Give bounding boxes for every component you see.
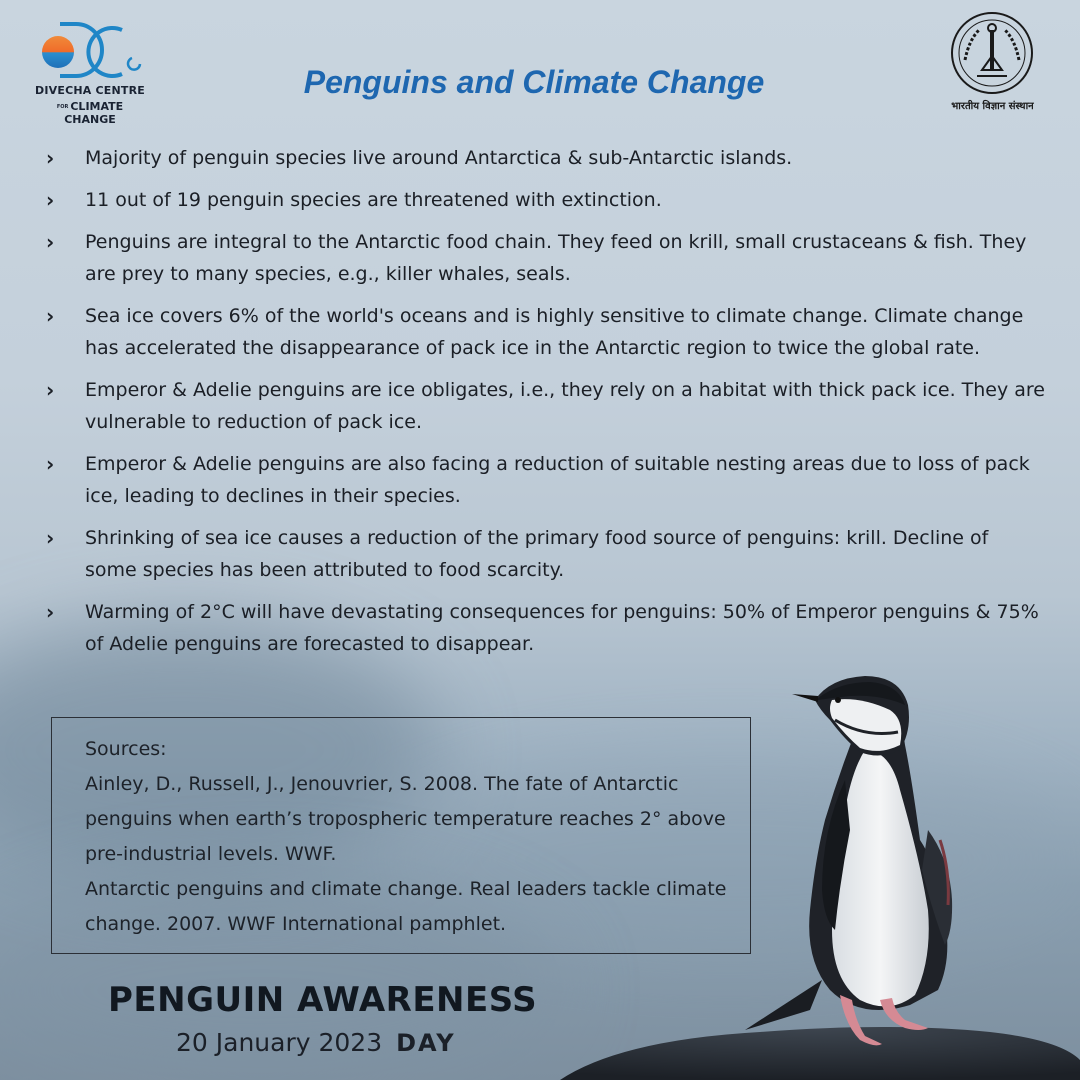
chevron-right-icon: › <box>46 304 55 328</box>
fact-item <box>46 522 1046 586</box>
chevron-right-icon: › <box>46 600 55 624</box>
fact-text: 11 out of 19 penguin species are threatened with extinction. <box>85 189 662 211</box>
fact-item <box>46 374 1046 438</box>
fact-text: Sea ice covers 6% of the world's oceans and is highly sensitive to climate change. Climate change has accelerated the disappearance of pack ice in the Antarctic region to twice the global rate. <box>85 305 1024 359</box>
chevron-right-icon: › <box>46 378 55 402</box>
fact-item <box>46 184 1046 216</box>
fact-text: Warming of 2°C will have devastating consequences for penguins: 50% of Emperor penguins & 75% of Adelie penguins are forecasted to disappear. <box>85 601 1039 655</box>
event-title: PENGUIN AWARENESS <box>108 980 538 1020</box>
event-date-line <box>176 1028 456 1057</box>
source-item: Antarctic penguins and climate change. Real leaders tackle climate change. 2007. WWF International pamphlet. <box>85 878 727 935</box>
penguin-image <box>560 660 1080 1080</box>
sources-heading: Sources: <box>85 738 167 760</box>
chevron-right-icon: › <box>46 526 55 550</box>
fact-text: Majority of penguin species live around Antarctica & sub-Antarctic islands. <box>85 147 793 169</box>
chevron-right-icon: › <box>46 230 55 254</box>
fact-item <box>46 448 1046 512</box>
fact-list <box>46 142 1046 670</box>
fact-text: Shrinking of sea ice causes a reduction of the primary food source of penguins: krill. Decline of some species has been attributed to food scarcity. <box>85 527 989 581</box>
source-item: Ainley, D., Russell, J., Jenouvrier, S. 2008. The fate of Antarctic penguins when earth’s tropospheric temperature reaches 2° above pre-industrial levels. WWF. <box>85 773 726 865</box>
fact-text: Emperor & Adelie penguins are ice obligates, i.e., they rely on a habitat with thick pack ice. They are vulnerable to reduction of pack ice. <box>85 379 1046 433</box>
org-name-line2 <box>30 100 150 126</box>
org-name-line1: DIVECHA CENTRE <box>35 84 145 97</box>
event-day: DAY <box>396 1029 456 1057</box>
page-title: Penguins and Climate Change <box>303 64 765 100</box>
fact-text: Penguins are integral to the Antarctic food chain. They feed on krill, small crustaceans & fish. They are prey to many species, e.g., killer whales, seals. <box>85 231 1027 285</box>
event-date: 20 January 2023 <box>176 1028 383 1057</box>
chevron-right-icon: › <box>46 188 55 212</box>
chevron-right-icon: › <box>46 146 55 170</box>
fact-item <box>46 142 1046 174</box>
org-name-for: FOR <box>56 104 69 110</box>
org-name-line2-text: CLIMATE CHANGE <box>64 100 124 126</box>
chevron-right-icon: › <box>46 452 55 476</box>
iisc-hindi-name: भारतीय विज्ञान संस्थान <box>951 101 1034 112</box>
fact-text: Emperor & Adelie penguins are also facing a reduction of suitable nesting areas due to loss of pack ice, leading to declines in their species. <box>85 453 1030 507</box>
fact-item <box>46 300 1046 364</box>
fact-item <box>46 596 1046 660</box>
fact-item <box>46 226 1046 290</box>
